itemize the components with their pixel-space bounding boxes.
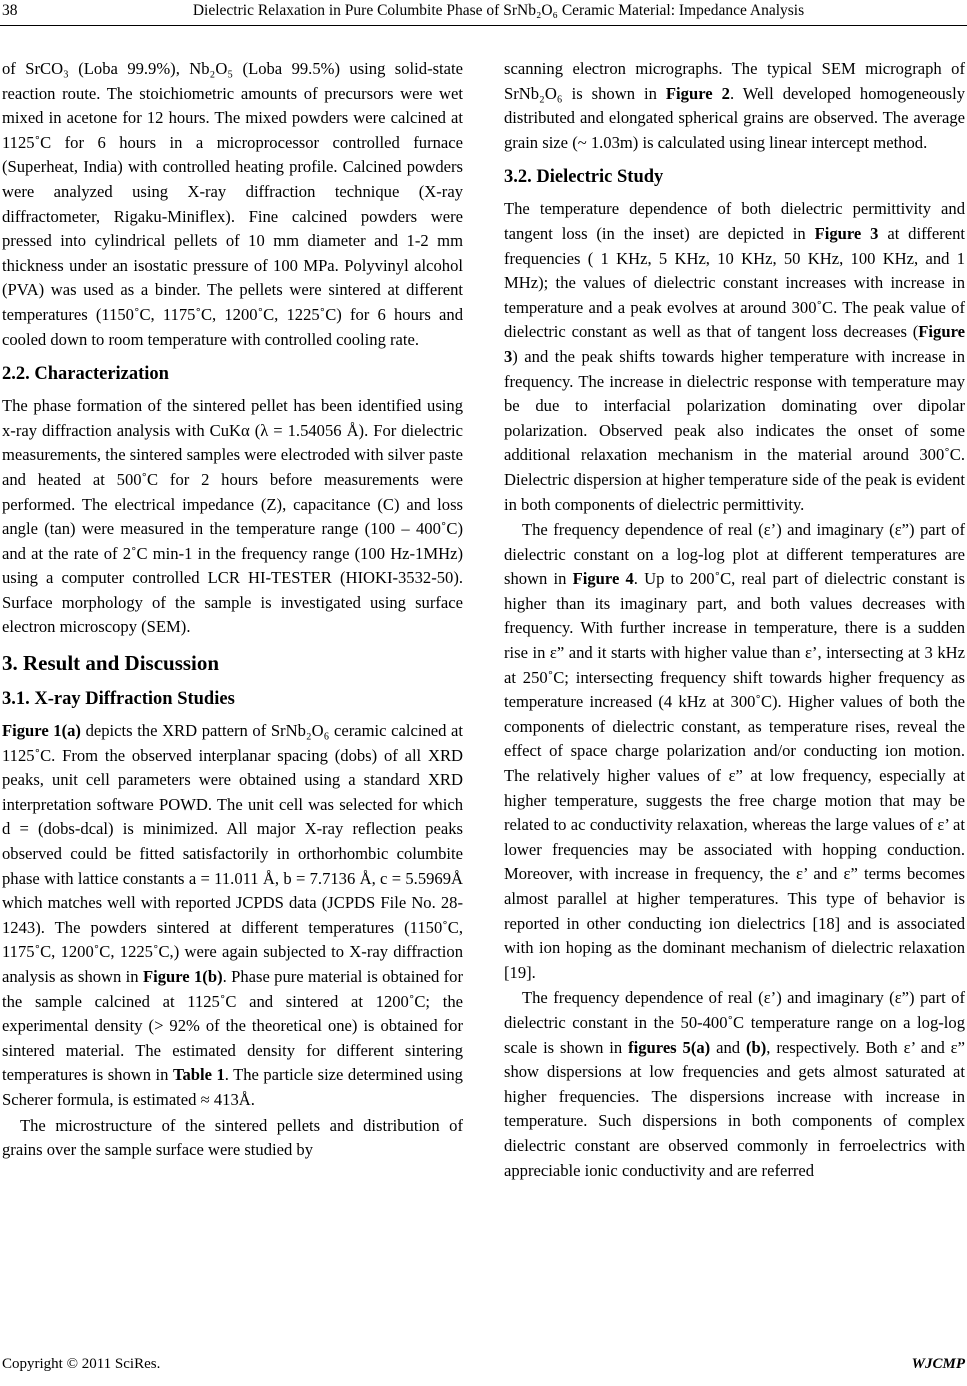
page-number: 38 (2, 2, 18, 19)
figure-ref: figures 5(a) (628, 1037, 711, 1057)
running-header (0, 0, 967, 24)
paragraph: The microstructure of the sintered pellets and distribution of grains over the sample surface were studied by (2, 1115, 463, 1160)
section-heading: 3.2. Dielectric Study (504, 167, 664, 188)
header-rule (0, 25, 967, 26)
text-run: . The particle size determined using Scherer formula, is estimated ≈ 413Å. (2, 1065, 463, 1109)
text-run: depicts the XRD pattern of SrNb₂O₆ ceramic calcined at 1125˚C. From the observed interplanar spacing (dobs) of all XRD peaks, unit cell parameters were obtained using a standard XRD interpretation software POWD. The unit cell was selected for which d = (dobs-dcal) is minimized. All major X-ray reflection peaks observed could be fitted satisfactorily in orthorhombic columbite phase with lattice constants a = 11.011 Å, b = 7.7136 Å, c = 5.5969Å which matches well with reported JCPDS data (JCPDS File No. 28-1243). The powders sintered at different temperatures (1150˚C, 1175˚C, 1200˚C, 1225˚C,) were again subjected to X-ray diffraction analysis as shown in (2, 721, 463, 986)
text-run: , respectively. Both ε’ and ε” show dispersions at low frequencies and gets almost saturated at higher frequencies. The dispersions increase with increase in temperature. Such dispersions in both components of complex dielectric constant are observed commonly in ferroelectrics with appreciable ionic conductivity and are referred (504, 1037, 966, 1180)
text-run: and (710, 1037, 746, 1057)
figure-ref: Figure 3 (504, 322, 965, 366)
paragraph (504, 986, 965, 1183)
paragraph (2, 719, 463, 1113)
paragraph (504, 518, 965, 985)
figure-ref: Figure 1(a) (2, 721, 81, 741)
text-run: The frequency dependence of real (ε’) and imaginary (ε”) part of dielectric constant in the 50-400˚C temperature range on a log-log scale is shown in (504, 988, 965, 1057)
paragraph (504, 57, 965, 155)
text-run: . Up to 200˚C, real part of dielectric constant is higher than its imaginary part, and both values decreases with frequency. With further increase in temperature, there is a sudden rise in ε” and it starts with higher value than ε’, intersecting at 3 kHz at 250˚C; intersecting frequency shift towards higher frequency as temperature increased (4 kHz at 300˚C). Higher values of both the components of dielectric constant, as temperature rises, reveal the effect of space charge polarization and/or conducting ion motion. The relatively higher values of ε” at low frequency, especially at higher temperature, suggests the free charge motion that may be related to ac conductivity relaxation, whereas the large values of ε’ at lower frequencies may be associated with hopping conduction. Moreover, with increase in frequency, the ε’ and ε” terms becomes almost parallel at higher temperatures. This type of behavior is reported in other conducting ion dielectrics [18] and is associated with ion hoping as the dominant mechanism of dielectric relaxation [19]. (504, 569, 965, 982)
running-title: Dielectric Relaxation in Pure Columbite Phase of SrNb₂O₆ Ceramic Material: Impedance Analysis (192, 2, 805, 19)
figure-ref: Figure 4 (572, 569, 634, 589)
text-run: . Phase pure material is obtained for the sample calcined at 1125˚C and sintered at 1200˚C; the experimental density (> 92% of the theoretical one) is obtained for sintered material. The estimated density for different sintering temperatures is shown in (2, 967, 463, 1085)
copyright-notice: Copyright © 2011 SciRes. (2, 1356, 161, 1372)
right-column (504, 57, 965, 1183)
left-column (2, 57, 463, 1163)
text-run: at different frequencies ( 1 KHz, 5 KHz, 10 KHz, 50 KHz, 100 KHz, and 1 MHz); the values of dielectric constant increases with increase in temperature and a peak evolves at around 300˚C. The peak value of dielectric constant as well as that of tangent loss decreases ( (504, 223, 965, 342)
page-footer (0, 1354, 967, 1378)
section-heading: 2.2. Characterization (2, 364, 169, 385)
figure-ref: Figure 1(b) (142, 967, 223, 986)
paragraph (504, 197, 965, 517)
figure-ref: (b) (745, 1037, 767, 1057)
paragraph: of SrCO₃ (Loba 99.9%), Nb₂O₅ (Loba 99.5%) using solid-state reaction route. The stoichiometric amounts of precursors were wet mixed in acetone for 12 hours. The mixed powders were calcined at 1125˚C for 6 hours in a microprocessor controlled furnace (Superheat, India) with controlled heating profile. Calcined powders were analyzed using X-ray diffraction technique (X-ray diffractometer, Rigaku-Miniflex). Fine calcined powders were pressed into cylindrical pellets of 10 mm diameter and 1-2 mm thickness under an isostatic pressure of 100 MPa. Polyvinyl alcohol (PVA) was used as a binder. The pellets were sintered at different temperatures (1150˚C, 1175˚C, 1200˚C, 1225˚C) for 6 hours and cooled down to room temperature with controlled cooling rate. (2, 59, 463, 349)
text-run: The temperature dependence of both dielectric permittivity and tangent loss (in the inset) are depicted in (504, 199, 965, 243)
section-heading: 3.1. X-ray Diffraction Studies (2, 689, 235, 710)
text-run: scanning electron micrographs. The typical SEM micrograph of SrNb₂O₆ is shown in (504, 59, 965, 103)
figure-ref: Figure 3 (814, 223, 879, 243)
table-ref: Table 1 (172, 1065, 225, 1085)
text-run: The frequency dependence of real (ε’) and imaginary (ε”) part of dielectric constant on a log-log plot at different temperatures are shown in (504, 520, 965, 589)
paragraph: The phase formation of the sintered pellet has been identified using x-ray diffraction analysis with CuKα (λ = 1.54056 Å). For dielectric measurements, the sintered samples were electroded with silver paste and heated at 500˚C for 2 hours before measurements were performed. The electrical impedance (Z), capacitance (C) and loss angle (tan) were measured in the temperature range (100 – 400˚C) and at the rate of 2˚C min-1 in the frequency range (100 Hz-1MHz) using a computer controlled LCR HI-TESTER (HIOKI-3532-50). Surface morphology of the sample is investigated using surface electron microscopy (SEM). (2, 396, 463, 637)
text-run: . Well developed homogeneously distributed and elongated spherical grains are observed. The average grain size (~ 1.03m) is calculated using linear intercept method. (504, 83, 965, 152)
figure-ref: Figure 2 (665, 83, 730, 103)
section-heading: 3. Result and Discussion (2, 651, 220, 676)
text-run: ) and the peak shifts towards higher temperature with increase in frequency. The increase in dielectric response with temperature may be due to interfacial polarization dominating over dipolar polarization. Observed peak also indicates the onset of some additional relaxation mechanism in the material around 300˚C. Dielectric dispersion at higher temperature side of the peak is evident in both components of dielectric permittivity. (504, 346, 965, 514)
journal-abbreviation: WJCMP (911, 1356, 965, 1372)
